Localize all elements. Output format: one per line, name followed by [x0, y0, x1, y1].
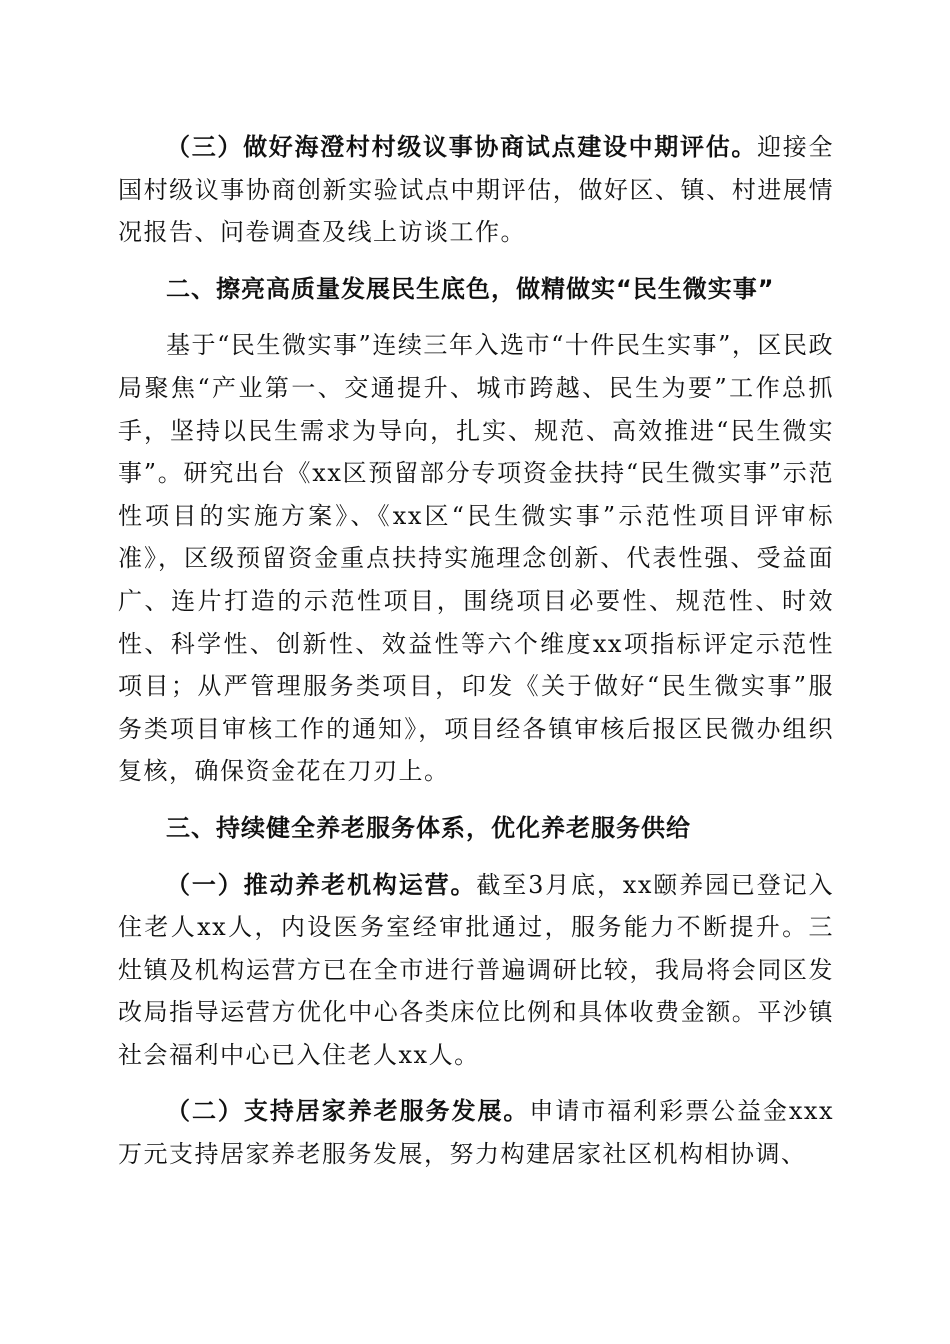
section-heading-2: 二、擦亮高质量发展民生底色，做精做实“民生微实事” — [166, 274, 775, 303]
paragraph-livelihood-projects: 基于“民生微实事”连续三年入选市“十件民生实事”，区民政局聚焦“产业第一、交通提升、城市跨越、民生为要”工作总抓手，坚持以民生需求为导向，扎实、规范、高效推进“民生微实事”。研究出台《xx区预留部分专项资金扶持“民生微实事”示范性项目的实施方案》、《xx区“民生微实事”示范性项目评审标准》，区级预留资金重点扶持实施理念创新、代表性强、受益面广、连片打造的示范性项目，围绕项目必要性、规范性、时效性、科学性、创新性、效益性等六个维度xx项指标评定示范性项目；从严管理服务类项目，印发《关于做好“民生微实事”服务类项目审核工作的通知》，项目经各镇审核后报区民微办组织复核，确保资金花在刀刃上。 — [118, 331, 834, 786]
paragraph-item-3-midterm-evaluation — [118, 126, 834, 254]
item-body: 截至3月底，xx颐养园已登记入住老人xx人，内设医务室经审批通过，服务能力不断提升。三灶镇及机构运营方已在全市进行普遍调研比较，我局将会同区发改局指导运营方优化中心各类床位比例和具体收费金额。平沙镇社会福利中心已入住老人xx人。 — [118, 870, 835, 1069]
paragraph-item-1-elderly-institutions — [118, 864, 834, 1077]
item-body: 迎接全国村级议事协商创新实验试点中期评估，做好区、镇、村进展情况报告、问卷调查及线上访谈工作。 — [118, 133, 835, 247]
document-body — [118, 126, 834, 1176]
item-lead: （一）推动养老机构运营。 — [166, 870, 477, 899]
paragraph-item-2-home-care — [118, 1090, 834, 1175]
section-heading-3: 三、持续健全养老服务体系，优化养老服务供给 — [166, 813, 691, 842]
item-lead: （三）做好海澄村村级议事协商试点建设中期评估。 — [166, 133, 758, 161]
item-lead: （二）支持居家养老服务发展。 — [166, 1097, 530, 1126]
item-body: 申请市福利彩票公益金xxx万元支持居家养老服务发展，努力构建居家社区机构相协调、 — [118, 1097, 835, 1169]
